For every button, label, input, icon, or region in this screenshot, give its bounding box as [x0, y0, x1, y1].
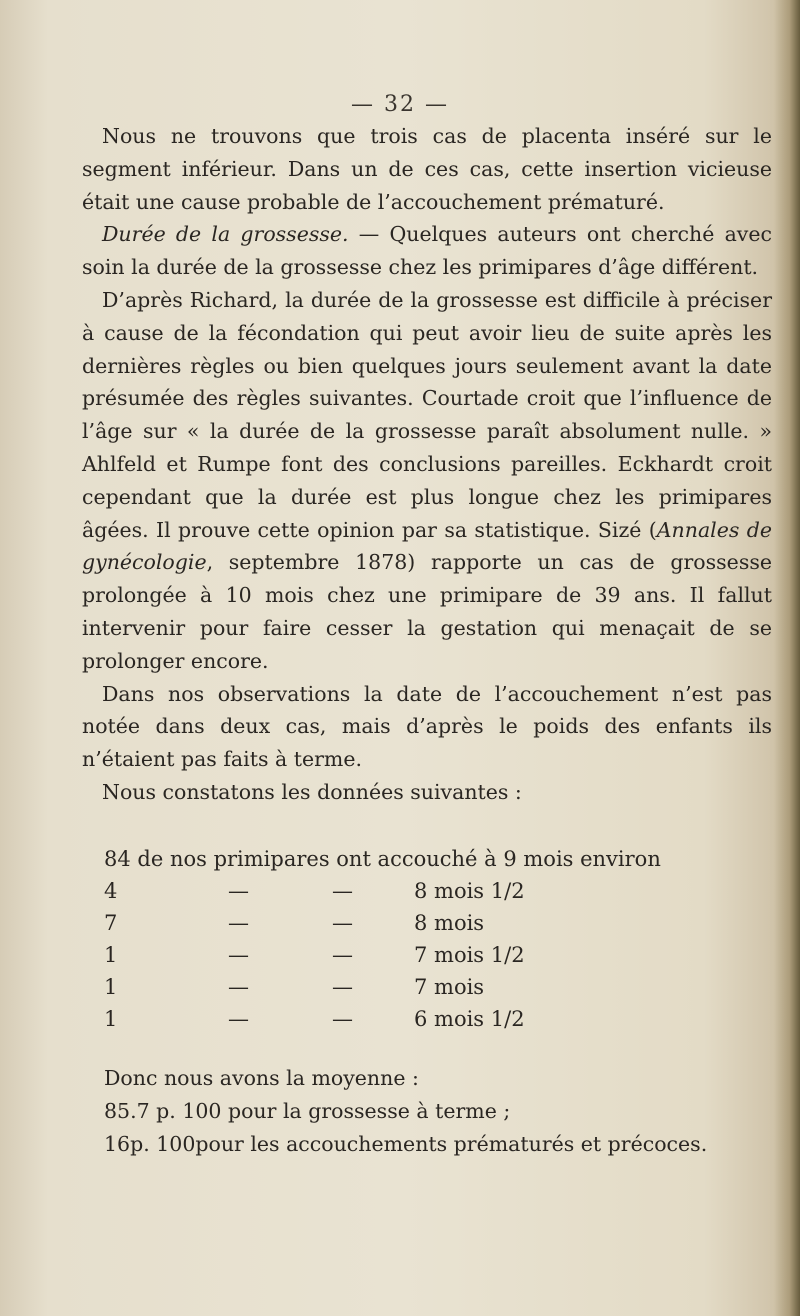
- stats-row: [104, 1003, 614, 1035]
- section-heading: Durée de la grossesse.: [102, 222, 349, 247]
- stats-table: [104, 875, 614, 1035]
- ditto-dash: —: [332, 975, 353, 999]
- stats-count: 1: [104, 1007, 118, 1031]
- ditto-dash: —: [228, 943, 249, 967]
- stats-row: [104, 907, 614, 939]
- summary-block: [104, 1062, 784, 1161]
- stats-count: 1: [104, 975, 118, 999]
- ditto-dash: —: [228, 879, 249, 903]
- paragraph-richard: [82, 284, 772, 678]
- paragraph-observations: Dans nos observations la date de l’accouchement n’est pas notée dans deux cas, mais d’après le poids des enfants ils n’étaient pas faits à terme.: [82, 681, 772, 772]
- stats-count: 7: [104, 911, 118, 935]
- ditto-dash: —: [228, 975, 249, 999]
- stats-duration: 7 mois: [414, 975, 485, 999]
- ditto-dash: —: [332, 1007, 353, 1031]
- statistics-block: [104, 843, 754, 1035]
- journal-title: Annales de gynécologie: [82, 517, 772, 575]
- stats-duration: 8 mois: [414, 911, 485, 935]
- summary-intro: Donc nous avons la moyenne :: [104, 1066, 419, 1090]
- stats-first-line: 84 de nos primipares ont accouché à 9 mois environ: [104, 847, 661, 871]
- stats-row: [104, 939, 614, 971]
- stats-row: [104, 971, 614, 1003]
- body-text: [82, 120, 772, 809]
- ditto-dash: —: [228, 1007, 249, 1031]
- paragraph-duree-text: — Quelques auteurs ont cherché avec soin la durée de la grossesse chez les primipares d’âge différent.: [82, 222, 772, 280]
- summary-line-term: 85.7 p. 100 pour la grossesse à terme ;: [104, 1099, 511, 1123]
- ditto-dash: —: [332, 943, 353, 967]
- ditto-dash: —: [332, 879, 353, 903]
- paragraph-placenta: Nous ne trouvons que trois cas de placenta inséré sur le segment inférieur. Dans un de ces cas, cette insertion vicieuse était une cause probable de l’accouchement prématuré.: [82, 124, 772, 214]
- paragraph-richard-text: D’après Richard, la durée de la grossesse est difficile à préciser à cause de la fécondation qui peut avoir lieu de suite après les dernières règles ou bien quelques jours seulement avant la date présumée des règles suivantes. Courtade croit que l’influence de l’âge sur « la durée de la grossesse paraît absolument nulle. » Ahlfeld et Rumpe font des conclusions pareilles. Eckhardt croit cependant que la durée est plus longue chez les primipares âgées. Il prouve cette opinion par sa statistique. Sizé (: [82, 287, 772, 542]
- ditto-dash: —: [228, 911, 249, 935]
- stats-duration: 6 mois 1/2: [414, 1007, 525, 1031]
- paragraph-richard-text-end: , septembre 1878) rapporte un cas de grossesse prolongée à 10 mois chez une primipare de 39 ans. Il fallut intervenir pour faire cesser la gestation qui menaçait de se prolonger encore.: [82, 550, 772, 673]
- stats-count: 4: [104, 879, 118, 903]
- stats-duration: 7 mois 1/2: [414, 943, 525, 967]
- stats-row: [104, 875, 614, 907]
- stats-count: 1: [104, 943, 118, 967]
- stats-duration: 8 mois 1/2: [414, 879, 525, 903]
- summary-line-premature: 16p. 100pour les accouchements prématurés et précoces.: [104, 1132, 708, 1156]
- paragraph-duree: [82, 218, 772, 284]
- paragraph-donnees: Nous constatons les données suivantes :: [102, 779, 522, 804]
- page-number: — 32 —: [351, 92, 449, 117]
- ditto-dash: —: [332, 911, 353, 935]
